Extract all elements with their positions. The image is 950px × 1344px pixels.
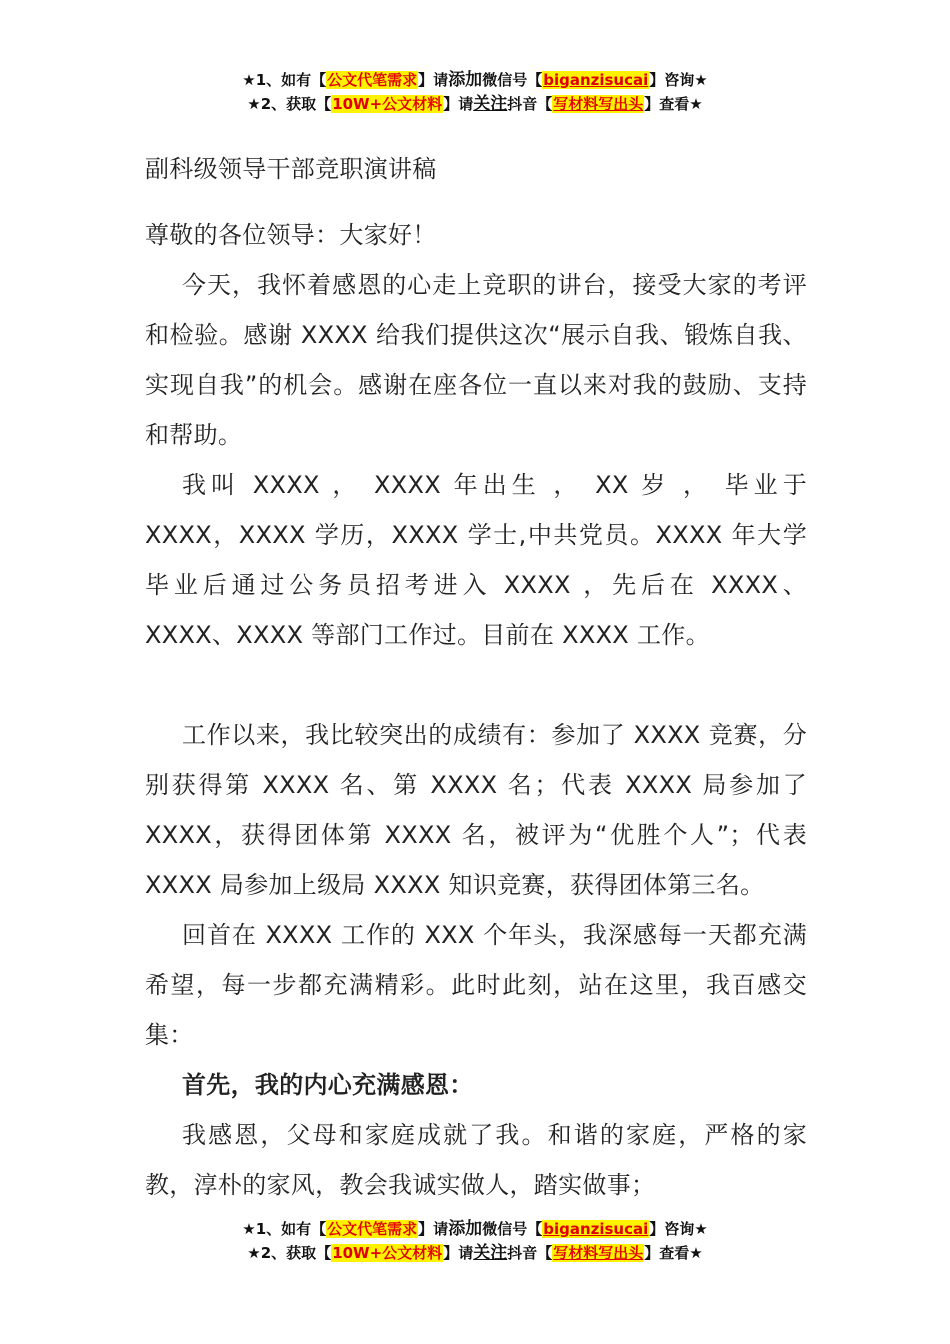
douyin-account: 写材料写出头 <box>553 95 644 113</box>
paragraph-profile: 我叫 XXXX ， XXXX 年出生 ， XX 岁 ， 毕业于 XXXX，XXXX 学历，XXXX 学士,中共党员。XXXX 年大学毕业后通过公务员招考进入 XXXX ，先后在 XXXX、XXXX、XXXX 等部门工作过。目前在 XXXX 工作。 <box>145 471 807 649</box>
promo-text: 】查看★ <box>644 1244 703 1262</box>
promo-line-2 <box>0 1241 950 1265</box>
wechat-id: biganzisucai <box>543 71 649 89</box>
paragraph-intro: 今天，我怀着感恩的心走上竞职的讲台，接受大家的考评和检验。感谢 XXXX 给我们提供这次“展示自我、锻炼自我、实现自我”的机会。感谢在座各位一直以来对我的鼓励、支持和帮助。 <box>145 271 807 449</box>
promo-highlight: 公文代笔需求 <box>327 71 418 89</box>
promo-text: 抖音【 <box>507 1244 553 1262</box>
greeting: 尊敬的各位领导：大家好！ <box>145 221 437 249</box>
promo-text: ★2、获取【 <box>247 95 332 113</box>
promo-text: ★1、如有【 <box>242 71 327 89</box>
promo-emphasis: 关注 <box>473 94 508 114</box>
wechat-id: biganzisucai <box>543 1220 649 1238</box>
promo-line-2 <box>0 92 950 116</box>
promo-text: 】请 <box>418 1220 449 1238</box>
promo-line-1 <box>0 68 950 92</box>
section-heading: 首先，我的内心充满感恩： <box>182 1071 474 1099</box>
promo-text: 微信号【 <box>482 1220 543 1238</box>
paragraph-reflection: 回首在 XXXX 工作的 XXX 个年头，我深感每一天都充满希望，每一步都充满精彩。此时此刻，站在这里，我百感交集： <box>145 921 807 1049</box>
document-body <box>145 144 807 1210</box>
douyin-account: 写材料写出头 <box>553 1244 644 1262</box>
blank-line <box>145 660 807 710</box>
paragraph-achievements: 工作以来，我比较突出的成绩有：参加了 XXXX 竞赛，分别获得第 XXXX 名、第 XXXX 名；代表 XXXX 局参加了 XXXX，获得团体第 XXXX 名，被评为“优胜个人”；代表 XXXX 局参加上级局 XXXX 知识竞赛，获得团体第三名。 <box>145 721 807 899</box>
promo-text: 微信号【 <box>482 71 543 89</box>
promo-text: 抖音【 <box>507 95 553 113</box>
promo-emphasis: 关注 <box>473 1243 508 1263</box>
promo-text: ★1、如有【 <box>242 1220 327 1238</box>
promo-highlight: 10W+公文材料 <box>332 1244 443 1262</box>
top-promo-banner <box>0 68 950 116</box>
paragraph-gratitude: 我感恩，父母和家庭成就了我。和谐的家庭，严格的家教，淳朴的家风，教会我诚实做人，踏实做事； <box>145 1121 807 1199</box>
promo-text: 】请 <box>418 71 449 89</box>
promo-text: 】咨询★ <box>649 1220 708 1238</box>
promo-highlight: 10W+公文材料 <box>332 95 443 113</box>
document-title: 副科级领导干部竞职演讲稿 <box>145 155 437 183</box>
promo-line-1 <box>0 1217 950 1241</box>
promo-text: 】咨询★ <box>649 71 708 89</box>
promo-emphasis: 添加 <box>448 70 483 90</box>
promo-text: ★2、获取【 <box>247 1244 332 1262</box>
promo-emphasis: 添加 <box>448 1219 483 1239</box>
promo-text: 】查看★ <box>644 95 703 113</box>
bottom-promo-banner <box>0 1217 950 1265</box>
promo-text: 】请 <box>443 1244 474 1262</box>
promo-highlight: 公文代笔需求 <box>327 1220 418 1238</box>
promo-text: 】请 <box>443 95 474 113</box>
